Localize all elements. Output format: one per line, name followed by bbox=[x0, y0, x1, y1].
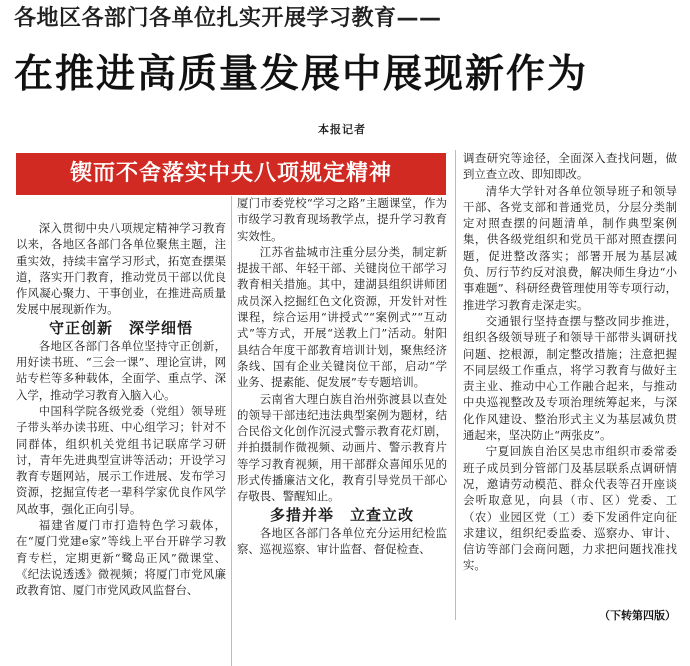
paragraph: 清华大学针对各单位领导班子和领导干部、各党支部和普通党员，分层分类制定对照查摆的问题清单，制作典型案例集，供各级党组织和党员干部对照查摆问题，促进整改落实；部署开展为基层减负、厉行节约反对浪费，解决师生身边“小事难题”、科研经费管理使用等专项行动，推进学习教育走深走实。 bbox=[463, 183, 677, 312]
subheading-duocuo: 多措并举 立查立改 bbox=[269, 505, 414, 524]
paragraph: 深入贯彻中央八项规定精神学习教育以来，各地区各部门各单位聚焦主题，注重实效，持续丰富学习形式，拓宽查摆渠道，落实开门教育，推动党员干部以优良作风凝心聚力、干事创业，在推进高质量发展中展现新作为。 bbox=[16, 221, 226, 317]
section-banner: 锲而不舍落实中央八项规定精神 bbox=[16, 153, 446, 195]
paragraph: 云南省大理白族自治州弥渡县以查处的领导干部违纪违法典型案例为题材，结合民俗文化创作沉浸式警示教育花灯剧，并拍摄制作微视频、动画片、警示教育片等学习教育视频，用干部群众喜闻乐见的形式传播廉洁文化，教育引导党员干部心存敬畏、警醒知止。 bbox=[237, 391, 447, 504]
main-headline: 在推进高质量发展中展现新作为 bbox=[14, 52, 589, 97]
paragraph: 宁夏回族自治区吴忠市组织市委常委班子成员到分管部门及基层联系点调研情况，邀请劳动模范、群众代表等召开座谈会听取意见，向县（市、区）党委、工（农）业园区党（工）委下发函件定向征求建议，组织纪委监委、巡察办、审计、信访等部门会商问题，力求把问题找准找实。 bbox=[463, 444, 677, 573]
byline: 本报记者 bbox=[318, 123, 366, 136]
subheading-shouzheng: 守正创新 深学细悟 bbox=[48, 318, 193, 337]
continued-page-note[interactable]: （下转第四版） bbox=[599, 609, 676, 622]
headline-kicker: 各地区各部门各单位扎实开展学习教育—— bbox=[14, 6, 442, 31]
paragraph: 各地区各部门各单位坚持守正创新，用好读书班、“三会一课”、理论宣讲，网站专栏等多种载体，全面学、重点学、深入学，推动学习教育入脑入心。 bbox=[16, 338, 226, 402]
paragraph: 江苏省盐城市注重分层分类，制定新提拔干部、年轻干部、关键岗位干部学习教育相关措施。其中，建湖县组织讲师团成员深入挖掘红色文化资源，开发针对性课程，综合运用“讲授式”“案例式”“互动式”等方式，开展“送教上门”活动。射阳县结合年度干部教育培训计划，聚焦经济条线、国有企业关键岗位干部，启动“学业务、提素能、促发展”专专题培训。 bbox=[237, 244, 447, 390]
paragraph: 福建省厦门市打造特色学习载体，在“厦门党建e家”等线上平台开辟学习教育专栏，定期更新“鹭岛正风”微课堂、《纪法说透透》微视频；将厦门市党风廉政教育馆、厦门市党风政风监督台、 bbox=[16, 518, 226, 598]
paragraph: 中国科学院各级党委（党组）领导班子带头举办读书班、中心组学习；针对不同群体，组织机关党组书记联席学习研讨，青年先进典型宣讲等活动；开设学习教育专题网站，展示工作进展、发布学习资源，挖掘宣传老一辈科学家优良作风学风故事，强化正向引导。 bbox=[16, 403, 226, 516]
column-divider-2 bbox=[455, 150, 456, 620]
paragraph: 厦门市委党校“学习之路”主题课堂，作为市级学习教育现场教学点，提升学习教育实效性。 bbox=[237, 196, 447, 243]
article-column-3 bbox=[463, 150, 677, 574]
paragraph: 交通银行坚持查摆与整改同步推进，组织各级领导班子和领导干部带头调研找问题、挖根源，制定整改措施；注意把握不同层级工作重点，将学习教育与做好主责主业、推动中心工作融合起来，与推动中央巡视整改及专项治理统筹起来，与深化作风建设、整治形式主义为基层减负贯通起来，坚决防止“两张皮”。 bbox=[463, 313, 677, 443]
article-column-2 bbox=[237, 195, 447, 557]
column-divider-1 bbox=[231, 196, 232, 666]
paragraph: 各地区各部门各单位充分运用纪检监察、巡视巡察、审计监督、督促检查、 bbox=[237, 525, 447, 556]
article-column-1 bbox=[16, 220, 226, 599]
paragraph: 调查研究等途径，全面深入查找问题，做到立查立改、即知即改。 bbox=[463, 151, 677, 182]
